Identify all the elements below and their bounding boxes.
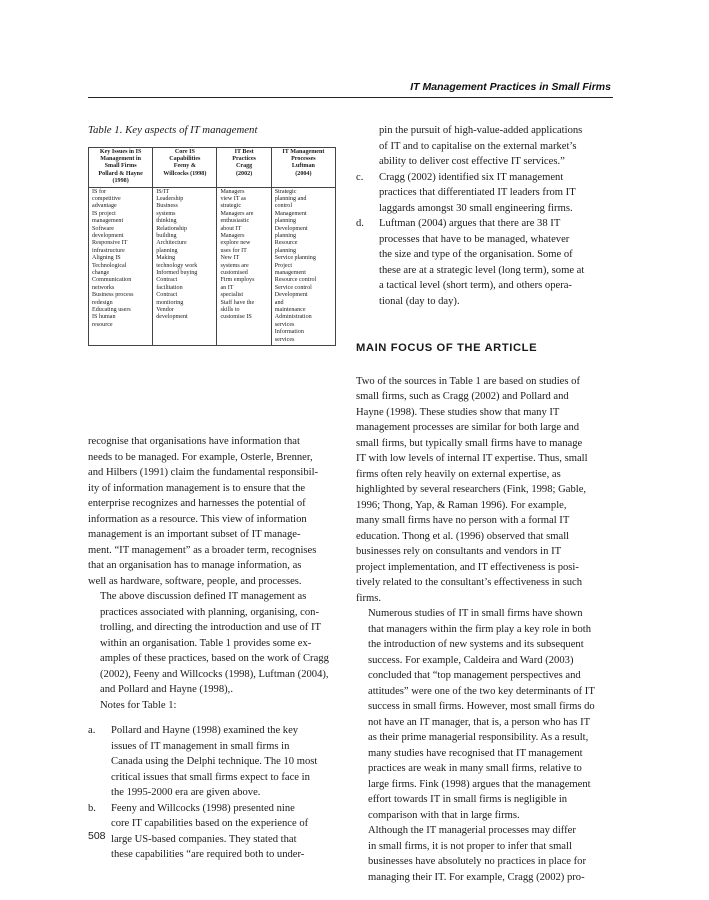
text-line: practices that differentiated IT leaders from IT (379, 187, 576, 198)
header-cell (217, 147, 271, 187)
text-line: Luftman (2004) argues that there are 38 IT (379, 218, 561, 229)
text-line: Pollard and Hayne (1998) examined the key (111, 725, 299, 737)
text-line: facilitation (156, 284, 183, 291)
text-line: Small Firms (104, 163, 137, 170)
text-line: infrastructure (92, 247, 125, 254)
text-line: Two of the sources in Table 1 are based on studies of (356, 375, 580, 387)
text-line: planning (274, 232, 297, 239)
text-line: that an organisation has to manage information, as (88, 560, 302, 572)
list-item-text (379, 216, 616, 309)
text-line: (2004) (295, 170, 312, 177)
text-line: networks (92, 284, 115, 291)
list-marker: d. (356, 218, 364, 229)
text-line: management is an important subset of IT manage- (88, 529, 301, 541)
table-row (89, 187, 336, 346)
header-cell (271, 147, 335, 187)
text-line: Service planning (274, 255, 316, 262)
text-line: Managers are (220, 210, 254, 217)
text-line: explore new (220, 240, 251, 247)
text-line: enterprise recognizes and harnesses the potential of (88, 498, 306, 510)
text-line: (1998) (112, 178, 129, 185)
text-line: information as a resource. This view of information (88, 513, 307, 525)
text-line: large firms. Fink (1998) argues that the management (368, 778, 591, 790)
list-item-b (88, 801, 336, 863)
table-cell (153, 187, 217, 346)
text-line: Firm employs (220, 277, 255, 284)
text-line: within an organisation. Table 1 provides some ex- (100, 637, 312, 649)
text-line: management (274, 270, 306, 276)
text-line: many small firms have no person with a formal IT (356, 515, 570, 526)
text-line: planning (156, 247, 178, 254)
text-line: development (156, 314, 188, 321)
text-line: Leadership (156, 195, 184, 202)
text-line: of IT and to capitalise on the external market’s (379, 140, 577, 152)
text-line: small firms, such as Cragg (2002) and Pollard and (356, 391, 569, 402)
text-line: Relationship (156, 225, 188, 232)
table-cell (89, 187, 153, 346)
text-line: Contract (156, 292, 178, 299)
text-line: Management in (100, 155, 141, 162)
text-line: managing their IT. For example, Cragg (2002) pro- (368, 871, 585, 883)
paragraph (356, 606, 616, 823)
text-line: control (274, 203, 293, 210)
text-line: highlighted by several researchers (Fink, 1998; Gable, (356, 484, 587, 495)
text-line: Luftman (291, 163, 315, 170)
list-item-a (88, 723, 336, 801)
header-cell (89, 147, 153, 187)
text-line: planning and (274, 195, 307, 202)
text-line: competitive (92, 195, 121, 202)
text-line: not have an IT manager, that is, a person who has IT (368, 716, 591, 728)
text-line: Practices (232, 155, 256, 162)
text-line: the introduction of new systems and its subsequent (368, 639, 584, 650)
text-line: the 1995-2000 era are given above. (111, 787, 261, 799)
text-line: view IT as (220, 195, 247, 202)
text-line: practices are weak in many small firms, relative to (368, 763, 582, 774)
text-line: technology work (156, 262, 198, 269)
text-line: Development (274, 292, 308, 299)
text-line: small firms, but typically small firms have to manage (356, 437, 583, 449)
text-line: the size and type of the organisation. Some of (379, 249, 573, 260)
text-line: thinking (156, 218, 177, 225)
list-marker: b. (88, 802, 96, 814)
table-header-row (89, 147, 336, 187)
text-line: Resource (274, 240, 298, 247)
text-line: effort towards IT in small firms is negligible in (368, 794, 568, 805)
text-line: (2002), Feeny and Willcocks (1998), Luftman (2004), (100, 668, 329, 680)
text-line: Software (92, 225, 114, 232)
text-line: ability to deliver cost effective IT services.” (379, 156, 565, 167)
text-line: IT with low levels of internal IT expertise. Thus, small (356, 453, 588, 464)
text-line: these capabilities “are required both to under- (111, 849, 305, 861)
text-line: critical issues that small firms expect to face in (111, 771, 310, 783)
text-line: (2002) (235, 170, 253, 177)
list-marker: a. (88, 725, 96, 737)
text-line: services (274, 336, 295, 343)
text-line: firms. (356, 592, 382, 604)
text-line: Educating users (92, 307, 131, 314)
list-item-continuation (356, 123, 616, 170)
text-line: Core IS (174, 148, 195, 155)
page-number: 508 (88, 830, 106, 842)
text-line: project implementation, and IT effectiveness is posi- (356, 561, 579, 573)
text-line: Project (274, 262, 293, 269)
text-line: Contract (156, 277, 178, 284)
text-line: these are at a strategic level (long term), some at (379, 264, 585, 276)
text-line: Management (274, 210, 307, 217)
text-line: and Hilbers (1991) claim the fundamental responsibil- (88, 467, 319, 479)
text-line: tional (day to day). (379, 295, 460, 307)
text-line: Managers (220, 232, 245, 239)
text-line: development (92, 232, 124, 239)
text-line: Informed buying (156, 270, 198, 276)
text-line: ity of information management is to ensure that the (88, 482, 306, 494)
text-line: businesses have absolutely no practices in place for (368, 856, 586, 867)
text-line: well as hardware, software, people, and processes. (88, 575, 302, 587)
text-line: an IT (220, 284, 234, 291)
text-line: in small firms, it is not proper to infer that small (368, 840, 572, 852)
text-line: Cragg (235, 163, 253, 170)
text-line: planning (274, 247, 297, 254)
text-line: customise IS (220, 314, 252, 321)
text-line: processes that have to be managed, whatever (379, 233, 570, 245)
text-line: success in small firms. However, most small firms do (368, 701, 595, 712)
text-line: building (156, 232, 177, 239)
text-line: education. Thong et al. (1996) observed that small (356, 530, 570, 542)
text-line: and Pollard and Hayne (1998),. (100, 684, 233, 696)
text-line: ment. “IT management” as a broader term, recognises (88, 544, 317, 556)
text-line: Vendor (156, 307, 174, 314)
text-line: Managers (220, 188, 245, 195)
text-line: Technological (92, 262, 127, 269)
right-column (356, 123, 616, 885)
header-rule (88, 97, 613, 98)
text-line: maintenance (274, 307, 306, 314)
text-line: management processes are similar for both large and (356, 422, 580, 433)
text-line: resource (92, 321, 113, 328)
text-line: Architecture (156, 240, 187, 247)
text-line: issues of IT management in small firms in (111, 740, 290, 752)
paragraph (88, 589, 336, 698)
text-line: customised (220, 270, 248, 276)
text-line: IT Best (234, 148, 254, 155)
text-line: Although the IT managerial processes may differ (368, 825, 576, 836)
text-line: advantage (92, 203, 117, 210)
text-line: Responsive IT (92, 240, 128, 247)
list-item-text (111, 723, 336, 801)
text-line: Resource control (274, 277, 317, 284)
text-line: change (92, 270, 110, 276)
text-line: IS project (92, 210, 116, 217)
text-line: and (274, 299, 284, 306)
text-line: Business (156, 203, 178, 210)
text-line: systems are (220, 262, 249, 269)
text-line: laggards amongst 30 small engineering firms. (379, 202, 573, 214)
text-line: core IT capabilities based on the experience of (111, 818, 309, 830)
left-column (88, 123, 336, 863)
text-line: IS human (92, 314, 116, 321)
text-line: Information (274, 329, 304, 336)
list-item-d (356, 216, 616, 309)
text-line: uses for IT (220, 247, 247, 254)
text-line: Key Issues in IS (99, 148, 142, 155)
text-line: redesign (92, 299, 113, 306)
text-line: tively related to the consultant’s effectiveness in such (356, 577, 583, 588)
text-line: 1996; Thong, Yap, & Raman 1996). For example, (356, 499, 567, 511)
text-line: recognise that organisations have information that (88, 436, 300, 448)
text-line: comparison with that in large firms. (368, 809, 520, 821)
text-line: attitudes” were one of the two key determinants of IT (368, 685, 595, 697)
text-line: enthusiastic (220, 218, 250, 225)
header-cell (153, 147, 217, 187)
text-line: large US-based companies. They stated that (111, 833, 297, 845)
list-item-c (356, 170, 616, 217)
paragraph (356, 374, 616, 607)
text-line: strategic (220, 203, 242, 210)
text-line: that managers within the firm play a key role in both (368, 623, 591, 635)
text-line: Making (156, 255, 176, 262)
text-line: many studies have recognised that IT management (368, 747, 583, 759)
text-line: pin the pursuit of high-value-added applications (379, 125, 583, 136)
text-line: Cragg (2002) identified six IT management (379, 171, 564, 183)
text-line: as their prime managerial responsibility. As a result, (368, 732, 589, 743)
text-line: IS/IT (156, 188, 170, 195)
text-line: specialist (220, 292, 244, 299)
list-item-text (111, 801, 336, 863)
text-line: trolling, and directing the introduction and use of IT (100, 622, 321, 634)
text-line: skills to (220, 307, 240, 314)
text-line: success. For example, Caldeira and Ward (2003) (368, 654, 574, 666)
text-line: a tactical level (short term), and others opera- (379, 280, 572, 291)
text-line: amples of these practices, based on the work of Cragg (100, 653, 329, 665)
running-head: IT Management Practices in Small Firms (410, 81, 611, 93)
text-line: Staff have the (220, 299, 255, 306)
text-line: planning (274, 218, 297, 225)
text-line: Pollard & Hayne (98, 170, 143, 177)
text-line: businesses rely on consultants and vendors in IT (356, 546, 562, 557)
text-line: Service control (274, 284, 312, 291)
table-cell (217, 187, 271, 346)
text-line: Canada using the Delphi technique. The 10 most (111, 756, 318, 768)
text-line: Capabilities (169, 155, 201, 162)
text-line: IT Management (282, 148, 325, 155)
paragraph (88, 434, 336, 589)
text-line: Communication (92, 277, 132, 284)
text-line: Administration (274, 314, 312, 321)
paragraph (356, 823, 616, 885)
text-line: Processes (291, 155, 316, 162)
text-line: Feeny & (173, 163, 196, 170)
text-line: Business process (92, 292, 134, 299)
text-line: Feeny and Willcocks (1998) presented nine (111, 802, 295, 814)
notes-label: Notes for Table 1: (100, 699, 177, 711)
text-line: management (92, 218, 124, 225)
list-item-text (379, 170, 616, 217)
text-line: Strategic (274, 188, 297, 195)
text-line: Willcocks (1998) (163, 170, 207, 177)
text-line: Numerous studies of IT in small firms have shown (368, 608, 583, 619)
text-line: firms often rely heavily on external expertise, as (356, 468, 561, 480)
aspects-table (88, 147, 336, 347)
text-line: New IT (220, 255, 240, 262)
text-line: The above discussion defined IT management as (100, 591, 307, 603)
text-line: Development (274, 225, 308, 232)
text-line: practices associated with planning, organising, con- (100, 606, 319, 618)
table-caption: Table 1. Key aspects of IT management (88, 124, 258, 136)
text-line: services (274, 321, 295, 328)
text-line: Hayne (1998). These studies show that many IT (356, 406, 560, 418)
text-line: monitoring (156, 299, 184, 306)
text-line: Aligning IS (92, 255, 121, 262)
section-heading: MAIN FOCUS OF THE ARTICLE (356, 342, 538, 354)
table-cell (271, 187, 335, 346)
text-line: needs to be managed. For example, Osterle, Brenner, (88, 451, 313, 463)
text-line: concluded that “top management perspectives and (368, 670, 581, 681)
text-line: about IT (220, 225, 242, 232)
text-line: systems (156, 210, 176, 217)
text-line: IS for (92, 188, 107, 195)
list-marker: c. (356, 171, 364, 183)
